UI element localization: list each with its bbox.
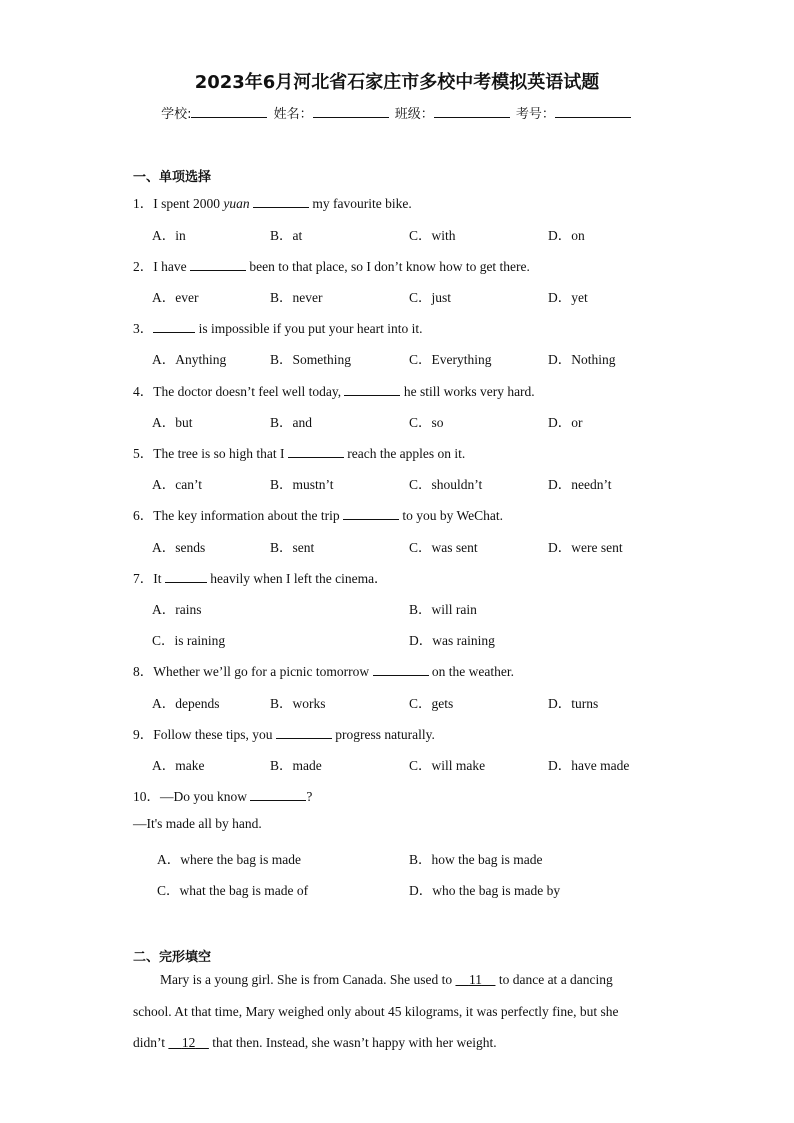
exam-number-blank[interactable] [555,105,631,118]
option[interactable]: D．Nothing [548,352,616,367]
option[interactable]: A．where the bag is made [157,852,301,867]
answer-blank[interactable] [276,727,332,739]
student-info [0,103,794,122]
option[interactable]: C．will make [409,758,486,773]
option[interactable]: C．with [409,228,456,243]
option[interactable]: C．was sent [409,540,478,555]
cloze-blank-11[interactable]: 11 [468,972,482,987]
question-5: 5．The tree is so high that I reach the apples on it. [133,446,466,461]
school-field: 学校: [161,103,269,122]
school-blank[interactable] [191,105,267,118]
option[interactable]: B．works [270,696,326,711]
option[interactable]: B．sent [270,540,315,555]
option[interactable]: C．shouldn’t [409,477,483,492]
option[interactable]: B．and [270,415,312,430]
option[interactable]: B．how the bag is made [409,852,543,867]
answer-blank[interactable] [253,196,309,208]
option[interactable]: D．who the bag is made by [409,883,561,898]
name-field: 姓名： [274,103,391,122]
exam-number-field: 考号： [516,103,633,122]
question-6: 6．The key information about the trip to you by WeChat. [133,508,503,523]
option[interactable]: A．but [152,415,193,430]
class-field: 班级： [395,103,512,122]
option[interactable]: A．rains [152,602,202,617]
option[interactable]: C．what the bag is made of [157,883,309,898]
page-title: 2023年6月河北省石家庄市多校中考模拟英语试题 [194,72,600,93]
option[interactable]: C．gets [409,696,454,711]
option[interactable]: C．is raining [152,633,226,648]
question-10-response: —It's made all by hand. [133,816,262,831]
option[interactable]: D．needn’t [548,477,612,492]
answer-blank[interactable] [250,789,306,801]
option[interactable]: B．mustn’t [270,477,334,492]
option[interactable]: A．Anything [152,352,227,367]
option[interactable]: D．or [548,415,583,430]
option[interactable]: D．were sent [548,540,623,555]
question-8: 8．Whether we’ll go for a picnic tomorrow on the weather. [133,664,515,679]
option[interactable]: D．turns [548,696,599,711]
answer-blank[interactable] [190,259,246,271]
section-heading-cloze: 二、完形填空 [133,950,212,965]
question-2: 2．I have been to that place, so I don’t know how to get there. [133,259,530,274]
question-1: 1．I spent 2000 yuan my favourite bike. [133,196,412,211]
cloze-line-2: school. At that time, Mary weighed only about 45 kilograms, it was perfectly fine, but she [133,1004,619,1019]
option[interactable]: D．yet [548,290,588,305]
cloze-line-3: didn’t 12 that then. Instead, she wasn’t happy with her weight. [133,1035,497,1050]
option[interactable]: D．was raining [409,633,495,648]
cloze-blank-12[interactable]: 12 [181,1035,196,1050]
option[interactable]: B．at [270,228,303,243]
option[interactable]: A．in [152,228,186,243]
option[interactable]: A．sends [152,540,206,555]
question-9: 9．Follow these tips, you progress naturally. [133,727,435,742]
option[interactable]: B．made [270,758,322,773]
question-4: 4．The doctor doesn’t feel well today, he still works very hard. [133,384,535,399]
option[interactable]: D．have made [548,758,630,773]
question-7: 7．It heavily when I left the cinema． [133,571,388,586]
answer-blank[interactable] [343,508,399,520]
question-10: 10．—Do you know ? [133,789,313,804]
option[interactable]: C．Everything [409,352,492,367]
answer-blank[interactable] [373,664,429,676]
option[interactable]: A．depends [152,696,220,711]
option[interactable]: A．make [152,758,205,773]
answer-blank[interactable] [153,321,195,333]
answer-blank[interactable] [288,446,344,458]
option[interactable]: C．just [409,290,452,305]
question-3: 3． is impossible if you put your heart into it. [133,321,423,336]
option[interactable]: C．so [409,415,444,430]
option[interactable]: A．can’t [152,477,202,492]
answer-blank[interactable] [344,384,400,396]
option[interactable]: B．will rain [409,602,477,617]
cloze-line-1: Mary is a young girl. She is from Canada. She used to 11 to dance at a dancing [160,972,613,987]
name-blank[interactable] [313,105,389,118]
option[interactable]: B．Something [270,352,352,367]
answer-blank[interactable] [165,571,207,583]
section-heading-multiple-choice: 一、单项选择 [133,170,212,185]
option[interactable]: B．never [270,290,323,305]
option[interactable]: D．on [548,228,585,243]
option[interactable]: A．ever [152,290,199,305]
class-blank[interactable] [434,105,510,118]
